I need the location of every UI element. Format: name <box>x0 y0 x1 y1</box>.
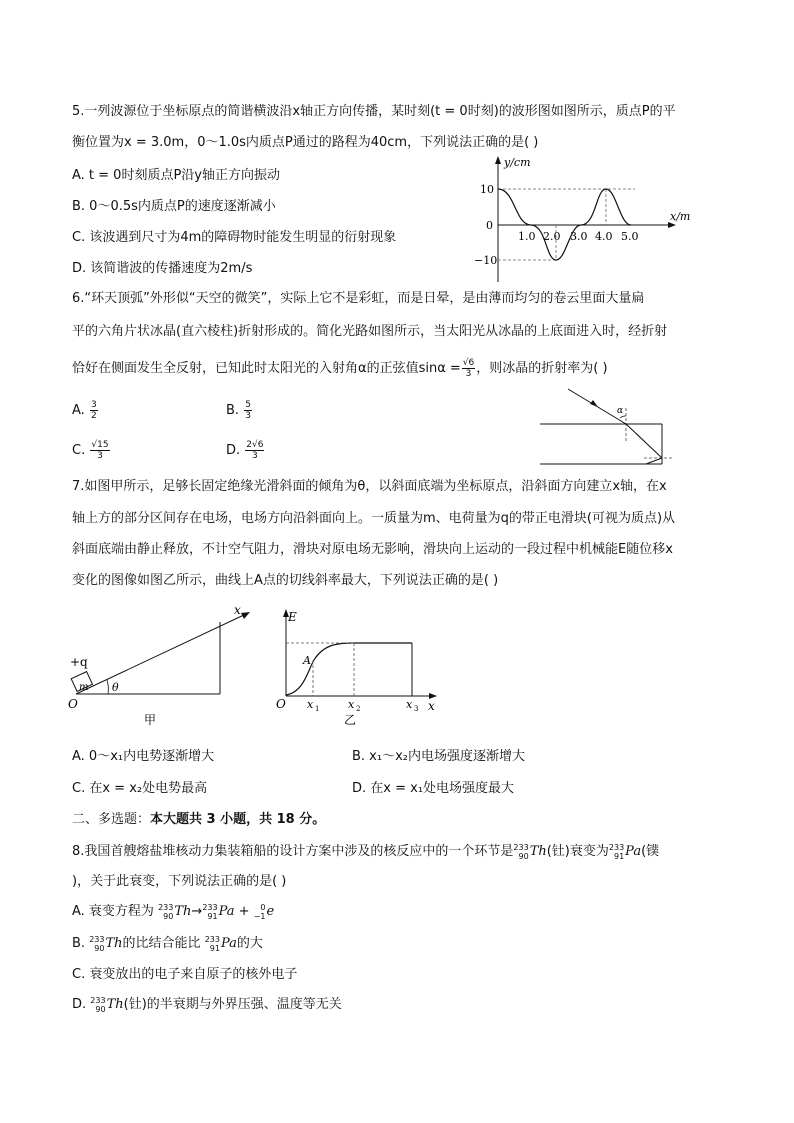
q7-theta-label: θ <box>112 681 119 694</box>
q7-option-c: C. 在x = x₂处电势最高 <box>72 781 208 796</box>
q7-energy-curve <box>286 643 412 695</box>
q5-option-c: C. 该波遇到尺寸为4m的障碍物时能发生明显的衍射现象 <box>72 230 397 245</box>
q7-jia-caption: 甲 <box>144 713 157 727</box>
q6-line-1: 6.“环天顶弧”外形似“天空的微笑”，实际上它不是彩虹，而是日晕，是由薄而均匀的卷云里面大量扁 <box>72 291 645 306</box>
q7-x3-label: x <box>406 698 413 711</box>
q8-line-2: )，关于此衰变，下列说法正确的是( ) <box>72 874 287 889</box>
section-2-heading: 二、多选题：本大题共 3 小题，共 18 分。 <box>72 812 326 827</box>
q6-line-3: 恰好在侧面发生全反射，已知此时太阳光的入射角α的正弦值sinα = $\frac{√6}{3}$ ，则冰晶的折射率为( ) <box>72 358 608 379</box>
q7-line-1: 7.如图甲所示，足够长固定绝缘光滑斜面的倾角为θ，以斜面底端为坐标原点，沿斜面方向建立x轴，在x <box>72 479 667 494</box>
q7-line-3: 斜面底端由静止释放，不计空气阻力，滑块对原电场无影响，滑块向上运动的一段过程中机械能E随位移x <box>72 542 673 557</box>
q6-alpha-label: α <box>617 406 624 416</box>
q7-yi-origin-label: O <box>276 697 286 711</box>
q8-option-b: B. 233 90 Th的比结合能比 233 91 Pa的大 <box>72 934 263 953</box>
q5-xlabel: x/m <box>670 210 691 223</box>
q7-option-b: B. x₁～x₂内电场强度逐渐增大 <box>352 749 525 764</box>
q7-x2-label: x <box>348 698 355 711</box>
q7-x1-sub: 1 <box>315 705 320 713</box>
q7-charge-label: +q <box>70 655 88 669</box>
q5-line-1: 5.一列波源位于坐标原点的简谐横波沿x轴正方向传播，某时刻(t = 0时刻)的波形图如图所示，质点P的平 <box>72 104 676 119</box>
q6-option-b: B. $\frac{5}{3}$ <box>226 400 251 421</box>
q5-wave-graph <box>460 152 710 287</box>
q7-point-a-label: A <box>303 654 311 667</box>
q5-ytick-0: 0 <box>486 219 493 232</box>
q6-option-c: C. $\frac{√15}{3}$ <box>72 440 109 461</box>
q7-jia-x-axis-label: x <box>234 603 241 617</box>
q5-ytick-neg10: −10 <box>474 254 498 267</box>
q8-line-1: 8.我国首艘熔盐堆核动力集装箱船的设计方案中涉及的核反应中的一个环节是 233 90 Th(钍)衰变为 233 91 Pa(镤 <box>72 842 660 861</box>
q5-line-2: 衡位置为x = 3.0m，0～1.0s内质点P通过的路程为40cm，下列说法正确的是( ) <box>72 135 539 150</box>
q8-option-c: C. 衰变放出的电子来自原子的核外电子 <box>72 967 298 982</box>
q5-ytick-10: 10 <box>480 183 494 196</box>
q7-option-d: D. 在x = x₁处电场强度最大 <box>352 781 515 796</box>
q7-yi-y-axis-label: E <box>288 610 297 624</box>
q7-jia-origin-label: O <box>68 697 78 711</box>
q6-ice-crystal-diagram <box>536 386 676 468</box>
q7-yi-x-axis-label: x <box>428 699 435 713</box>
q7-line-2: 轴上方的部分区间存在电场，电场方向沿斜面向上。一质量为m、电荷量为q的带正电滑块(可视为质点)从 <box>72 511 676 526</box>
q8-option-a: A. 衰变方程为 233 90 Th→ 233 91 Pa + 0 −1 e <box>72 902 275 921</box>
q8-option-d: D. 233 90 Th(钍)的半衰期与外界压强、温度等无关 <box>72 995 342 1014</box>
q7-figure-jia <box>64 600 264 728</box>
q7-mass-label: m <box>79 682 89 693</box>
q7-line-4: 变化的图像如图乙所示，曲线上A点的切线斜率最大，下列说法正确的是( ) <box>72 573 499 588</box>
q5-xtick-1: 1.0 <box>518 230 536 243</box>
q7-x2-sub: 2 <box>356 705 361 713</box>
q5-ylabel: y/cm <box>504 156 531 169</box>
q6-line-2: 平的六角片状冰晶(直六棱柱)折射形成的。简化光路如图所示，当太阳光从冰晶的上底面进入时，经折射 <box>72 324 668 339</box>
q7-x1-label: x <box>307 698 314 711</box>
q5-xtick-4: 4.0 <box>595 230 613 243</box>
q6-option-a: A. $\frac{3}{2}$ <box>72 400 97 421</box>
q7-figure-yi <box>270 600 450 728</box>
q5-xtick-2: 2.0 <box>543 230 561 243</box>
q6-option-d: D. $\frac{2√6}{3}$ <box>226 440 264 461</box>
q5-option-d: D. 该简谐波的传播速度为2m/s <box>72 261 253 276</box>
q7-yi-caption: 乙 <box>344 713 357 727</box>
q5-xtick-3: 3.0 <box>570 230 588 243</box>
q7-option-a: A. 0～x₁内电势逐渐增大 <box>72 749 215 764</box>
q5-option-a: A. t = 0时刻质点P沿y轴正方向振动 <box>72 168 280 183</box>
q5-option-b: B. 0～0.5s内质点P的速度逐渐减小 <box>72 199 276 214</box>
q7-x3-sub: 3 <box>414 705 419 713</box>
q5-xtick-5: 5.0 <box>621 230 639 243</box>
